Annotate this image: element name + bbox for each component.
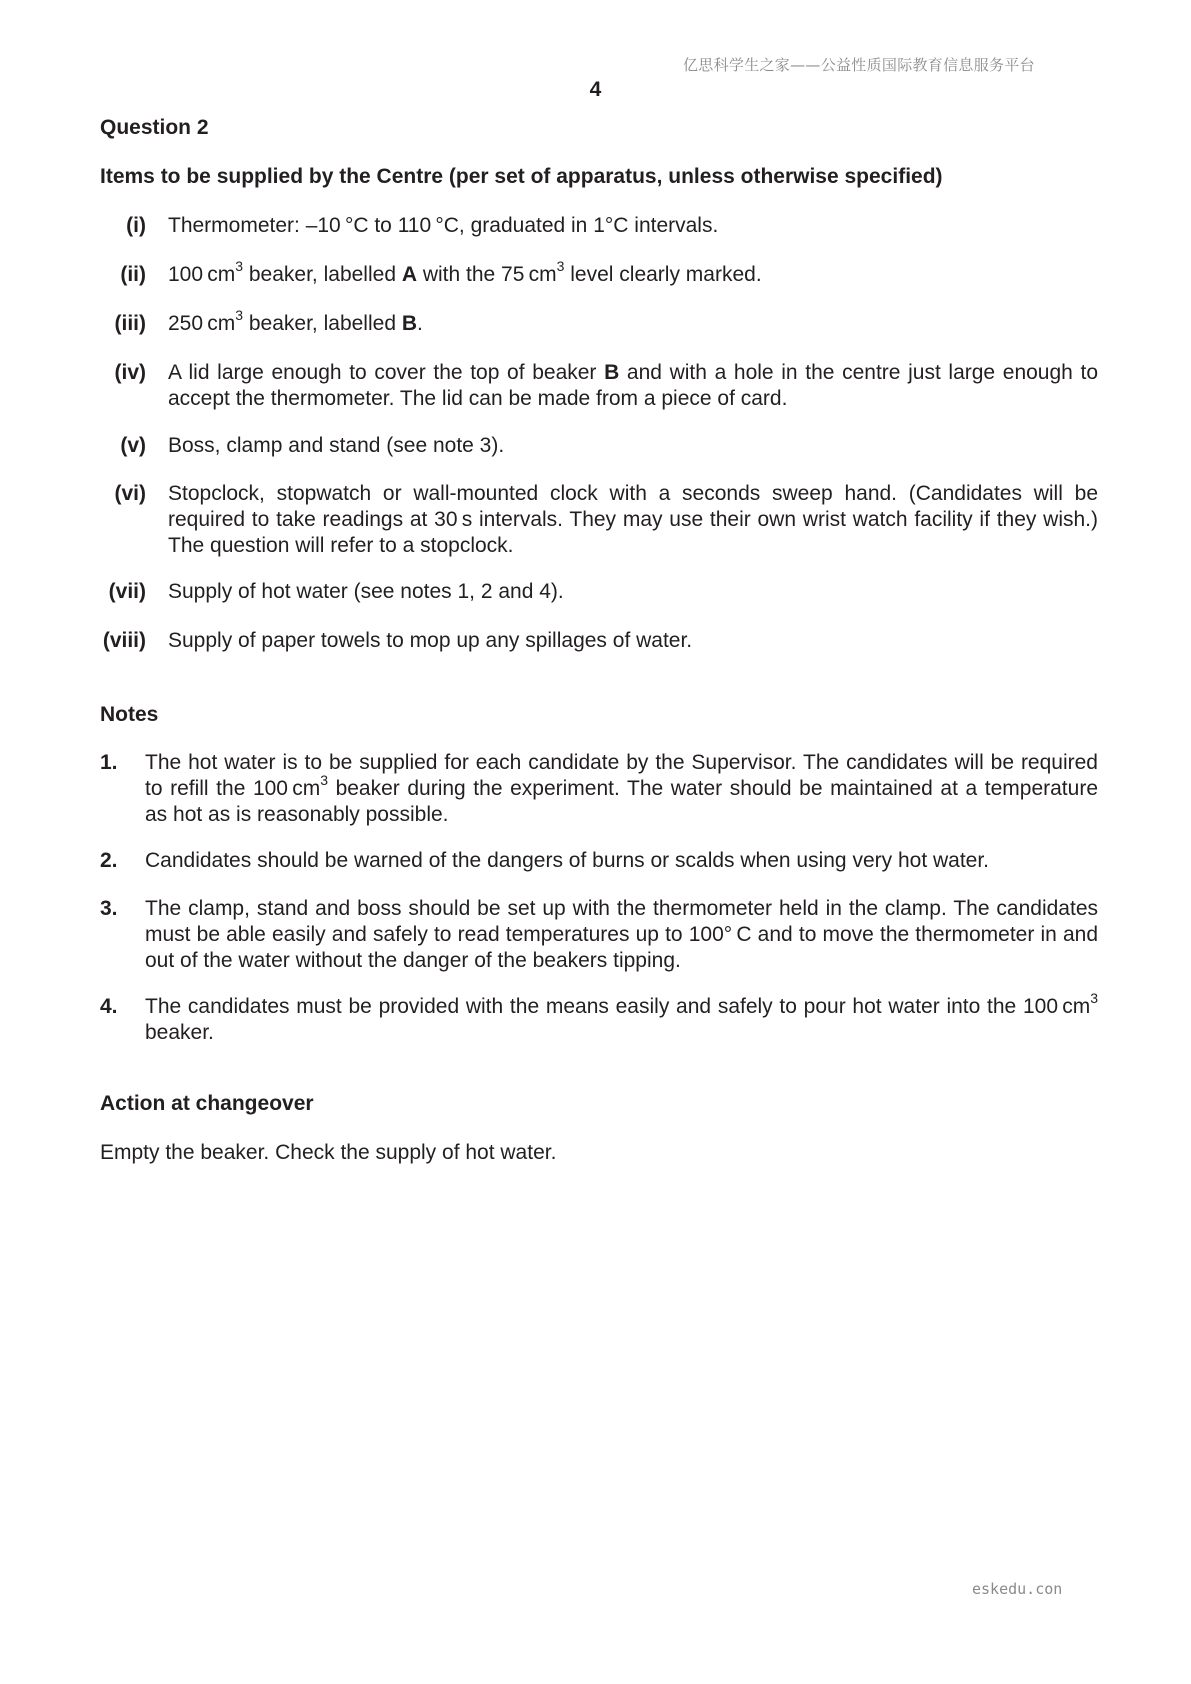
note-number: 4. bbox=[100, 995, 118, 1018]
changeover-heading: Action at changeover bbox=[100, 1092, 314, 1115]
item-number: (ii) bbox=[120, 263, 146, 286]
note-item bbox=[100, 750, 1098, 828]
notes-heading: Notes bbox=[100, 703, 159, 726]
item-text: Supply of paper towels to mop up any spillages of water. bbox=[168, 629, 693, 652]
item-text: Stopclock, stopwatch or wall-mounted clock with a seconds sweep hand. (Candidates will be required to take readings at 30 s intervals. They may use their own wrist watch facility if they wish.) The question will refer to a stopclock. bbox=[168, 482, 1098, 557]
note-number: 2. bbox=[100, 849, 118, 872]
note-text: The clamp, stand and boss should be set up with the thermometer held in the clamp. The candidates must be able easily and safely to read temperatures up to 100° C and to move the thermometer in and out of the water without the danger of the beakers tipping. bbox=[145, 897, 1098, 972]
note-item bbox=[100, 896, 1098, 974]
page-number: 4 bbox=[589, 78, 602, 101]
item-number: (v) bbox=[120, 434, 146, 457]
item-number: (iii) bbox=[114, 312, 146, 335]
note-number: 1. bbox=[100, 751, 118, 774]
note-item bbox=[100, 848, 1098, 874]
note-number: 3. bbox=[100, 897, 118, 920]
item-number: (vi) bbox=[114, 482, 146, 505]
item-number: (iv) bbox=[114, 361, 146, 384]
note-text: Candidates should be warned of the dangers of burns or scalds when using very hot water. bbox=[145, 849, 990, 872]
item-number: (vii) bbox=[108, 580, 146, 603]
note-text: The hot water is to be supplied for each candidate by the Supervisor. The candidates will be required to refill the 100 $cm^3$ beaker during the experiment. The water should be maintained at a temperature as hot as is reasonably possible. bbox=[145, 751, 1098, 826]
list-item bbox=[100, 307, 1098, 337]
items-heading: Items to be supplied by the Centre (per set of apparatus, unless otherwise specified) bbox=[100, 165, 943, 188]
item-text: Supply of hot water (see notes 1, 2 and 4). bbox=[168, 580, 564, 603]
item-text: A lid large enough to cover the top of beaker B and with a hole in the centre just large enough to accept the thermometer. The lid can be made from a piece of card. bbox=[168, 361, 1098, 410]
changeover-text: Empty the beaker. Check the supply of hot water. bbox=[100, 1141, 557, 1164]
list-item bbox=[100, 579, 1098, 605]
item-number: (i) bbox=[126, 214, 146, 237]
question-title: Question 2 bbox=[100, 116, 209, 139]
list-item bbox=[100, 433, 1098, 459]
item-text: 250 $cm^3$ beaker, labelled B. bbox=[168, 307, 423, 335]
item-text: Boss, clamp and stand (see note 3). bbox=[168, 434, 505, 457]
list-item bbox=[100, 628, 1098, 654]
list-item bbox=[100, 258, 1098, 288]
watermark-bottom: eskedu.con bbox=[972, 1580, 1063, 1598]
note-text: The candidates must be provided with the means easily and safely to pour hot water into the 100 $cm^3$ beaker. bbox=[145, 990, 1098, 1044]
item-text: Thermometer: –10 °C to 110 °C, graduated in 1°C intervals. bbox=[168, 214, 719, 237]
list-item bbox=[100, 360, 1098, 412]
item-text: 100 $cm^3$ beaker, labelled A with the 75 $cm^3$ level clearly marked. bbox=[168, 258, 762, 286]
note-item bbox=[100, 990, 1098, 1046]
watermark-top: 亿思科学生之家——公益性质国际教育信息服务平台 bbox=[683, 56, 1035, 74]
list-item bbox=[100, 213, 1098, 239]
item-number: (viii) bbox=[102, 629, 146, 652]
list-item bbox=[100, 481, 1098, 559]
